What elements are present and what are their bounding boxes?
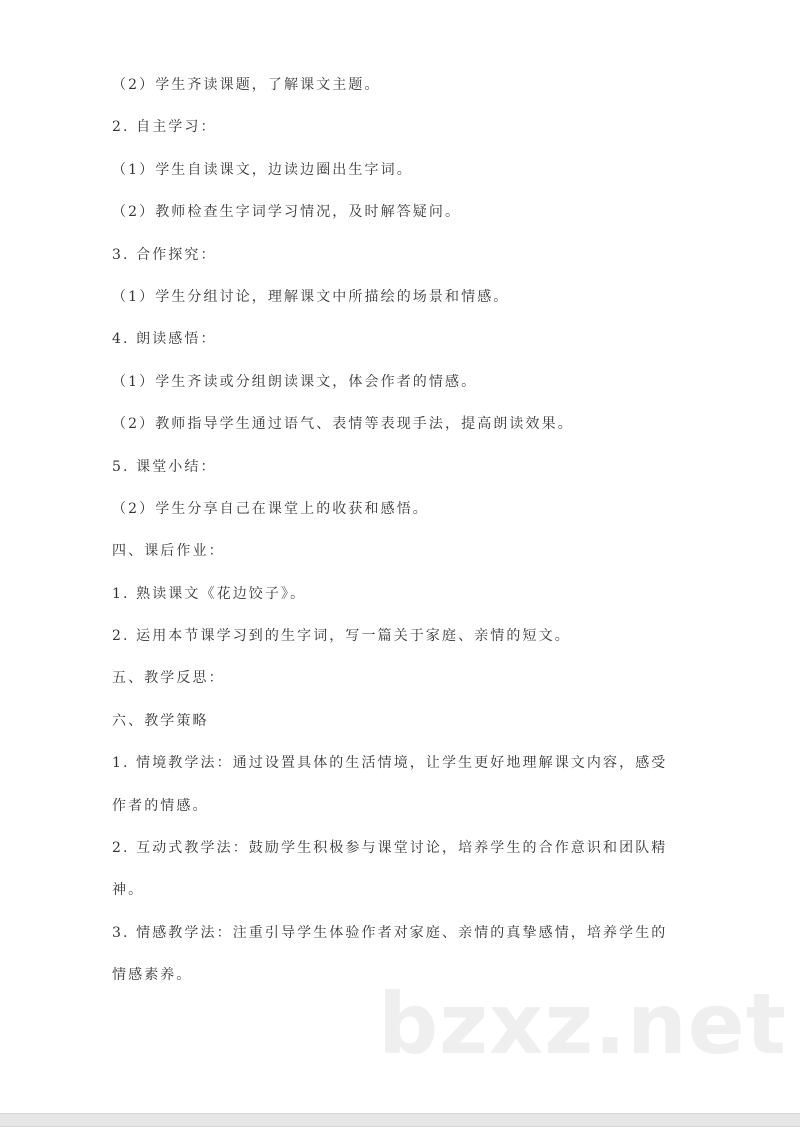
text-line: 1. 熟读课文《花边饺子》。 — [112, 585, 307, 602]
text-line: 2. 自主学习： — [112, 119, 217, 136]
horizontal-scrollbar[interactable] — [0, 1113, 800, 1127]
text-line: 4. 朗读感悟： — [112, 331, 217, 348]
text-line: 3. 合作探究： — [112, 246, 217, 263]
text-line: 2. 互动式教学法：鼓励学生积极参与课堂讨论，培养学生的合作意识和团队精 — [112, 840, 668, 857]
text-line: 神。 — [112, 882, 145, 899]
text-line: （2）学生分享自己在课堂上的收获和感悟。 — [112, 500, 429, 517]
text-line: （2）教师检查生字词学习情况，及时解答疑问。 — [112, 204, 462, 221]
text-line: 四、课后作业： — [112, 543, 225, 560]
text-line: 5. 课堂小结： — [112, 458, 217, 475]
text-line: （1）学生自读课文，边读边圈出生字词。 — [112, 161, 413, 178]
text-line: （2）教师指导学生通过语气、表情等表现手法，提高朗读效果。 — [112, 416, 574, 433]
text-line: （1）学生齐读或分组朗读课文，体会作者的情感。 — [112, 373, 478, 390]
text-line: 1. 情境教学法：通过设置具体的生活情境，让学生更好地理解课文内容，感受 — [112, 755, 668, 772]
text-line: 五、教学反思： — [112, 670, 225, 687]
document-body — [112, 74, 712, 1007]
text-line: 情感素养。 — [112, 967, 193, 984]
text-line: 2. 运用本节课学习到的生字词，写一篇关于家庭、亲情的短文。 — [112, 628, 571, 645]
text-line: 作者的情感。 — [112, 797, 209, 814]
text-line: （2）学生齐读课题，了解课文主题。 — [112, 77, 381, 93]
text-line: 3. 情感教学法：注重引导学生体验作者对家庭、亲情的真挚感情，培养学生的 — [112, 924, 668, 941]
text-line: （1）学生分组讨论，理解课文中所描绘的场景和情感。 — [112, 288, 510, 305]
watermark: bzxz.net — [378, 975, 787, 1073]
text-line: 六、教学策略 — [112, 712, 209, 729]
